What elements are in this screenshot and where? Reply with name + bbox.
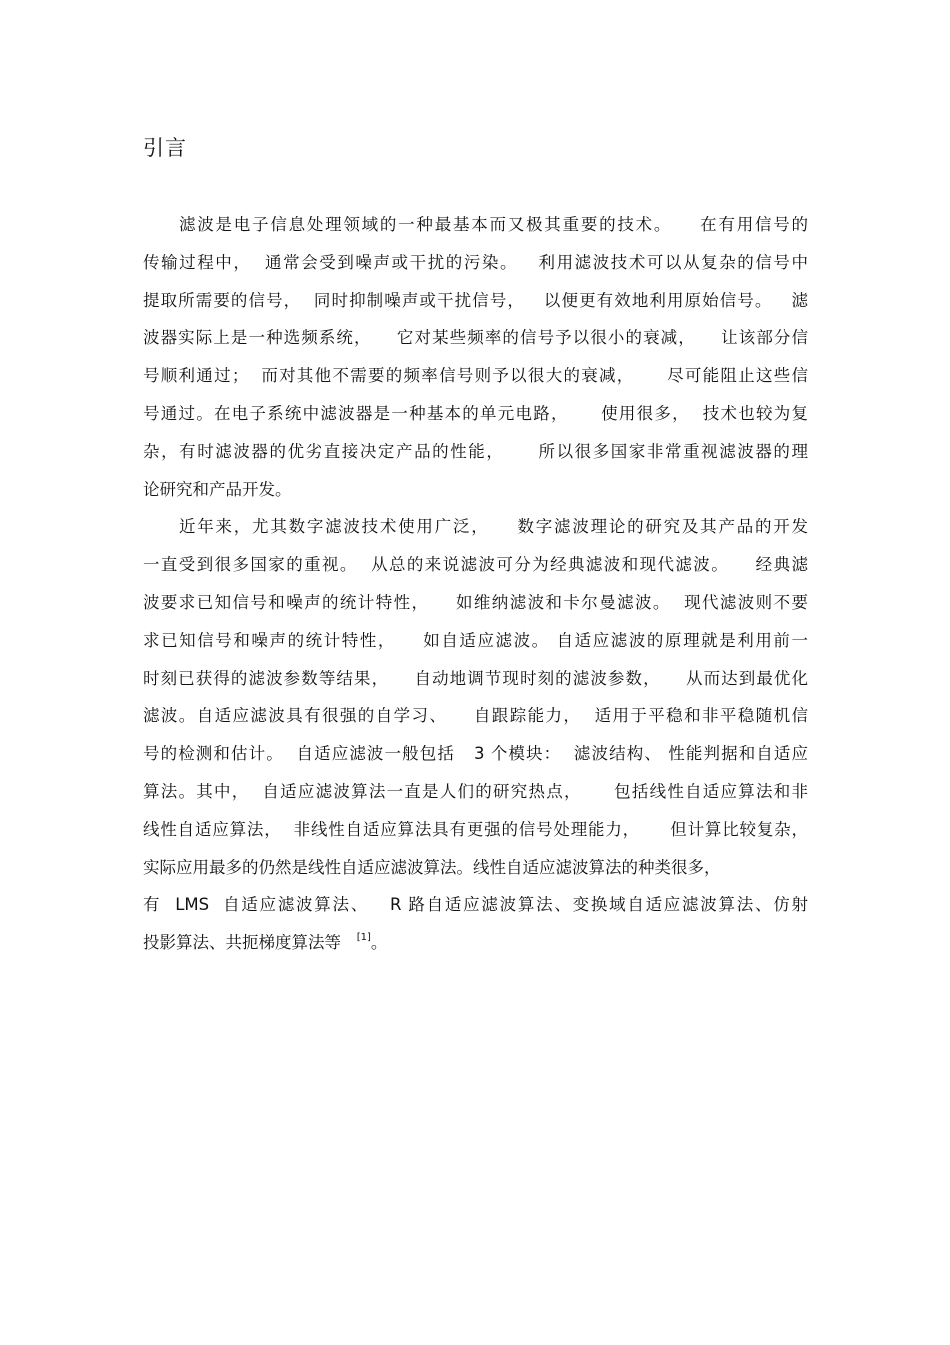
paragraph-line: 一直受到很多国家的重视。 从总的来说滤波可分为经典滤波和现代滤波。 经典滤 [143,555,808,575]
paragraph-line: 号通过。在电子系统中滤波器是一种基本的单元电路， 使用很多， 技术也较为复 [143,403,808,423]
paragraph-line: 号的检测和估计。 自适应滤波一般包括 3 个模块： 滤波结构、 性能判据和自适应 [143,744,808,764]
paragraph-line: 线性自适应算法， 非线性自适应算法具有更强的信号处理能力， 但计算比较复杂， [143,819,808,839]
paragraph-line: 算法。其中， 自适应滤波算法一直是人们的研究热点， 包括线性自适应算法和非 [143,781,808,801]
paragraph-line-text: 投影算法、共扼梯度算法等 [143,933,357,953]
paragraph-line: 波器实际上是一种选频系统， 它对某些频率的信号予以很小的衰减， 让该部分信 [143,328,808,348]
paragraph-line: 滤波。自适应滤波具有很强的自学习、 自跟踪能力， 适用于平稳和非平稳随机信 [143,706,808,726]
paragraph-line: 论研究和产品开发。 [143,479,292,499]
paragraph-line: 波要求已知信号和噪声的统计特性， 如维纳滤波和卡尔曼滤波。 现代滤波则不要 [143,592,808,612]
paragraph-line: 近年来，尤其数字滤波技术使用广泛， 数字滤波理论的研究及其产品的开发 [179,517,808,537]
paragraph-line: 传输过程中， 通常会受到噪声或干扰的污染。 利用滤波技术可以从复杂的信号中 [143,252,808,272]
body-text [143,210,808,966]
paragraph-line: 实际应用最多的仍然是线性自适应滤波算法。线性自适应滤波算法的种类很多， [143,857,721,877]
section-heading: 引言 [143,136,187,160]
paragraph-line: 号顺利通过； 而对其他不需要的频率信号则予以很大的衰减， 尽可能阻止这些信 [143,366,808,386]
paragraph-line: 求已知信号和噪声的统计特性， 如自适应滤波。 自适应滤波的原理就是利用前一 [143,630,808,650]
citation-reference[interactable]: [1] [356,932,371,944]
paragraph-line: 提取所需要的信号， 同时抑制噪声或干扰信号， 以便更有效地利用原始信号。 滤 [143,290,808,310]
paragraph-line: 有 LMS 自适应滤波算法、 R 路自适应滤波算法、变换域自适应滤波算法、仿射 [143,895,808,915]
paragraph-line: 杂，有时滤波器的优劣直接决定产品的性能， 所以很多国家非常重视滤波器的理 [143,441,808,461]
paragraph-line: 时刻已获得的滤波参数等结果， 自动地调节现时刻的滤波参数， 从而达到最优化 [143,668,808,688]
sentence-end: 。 [370,933,388,953]
paragraph-last-line [143,928,808,966]
paragraph-line: 滤波是电子信息处理领域的一种最基本而又极其重要的技术。 在有用信号的 [179,215,808,234]
